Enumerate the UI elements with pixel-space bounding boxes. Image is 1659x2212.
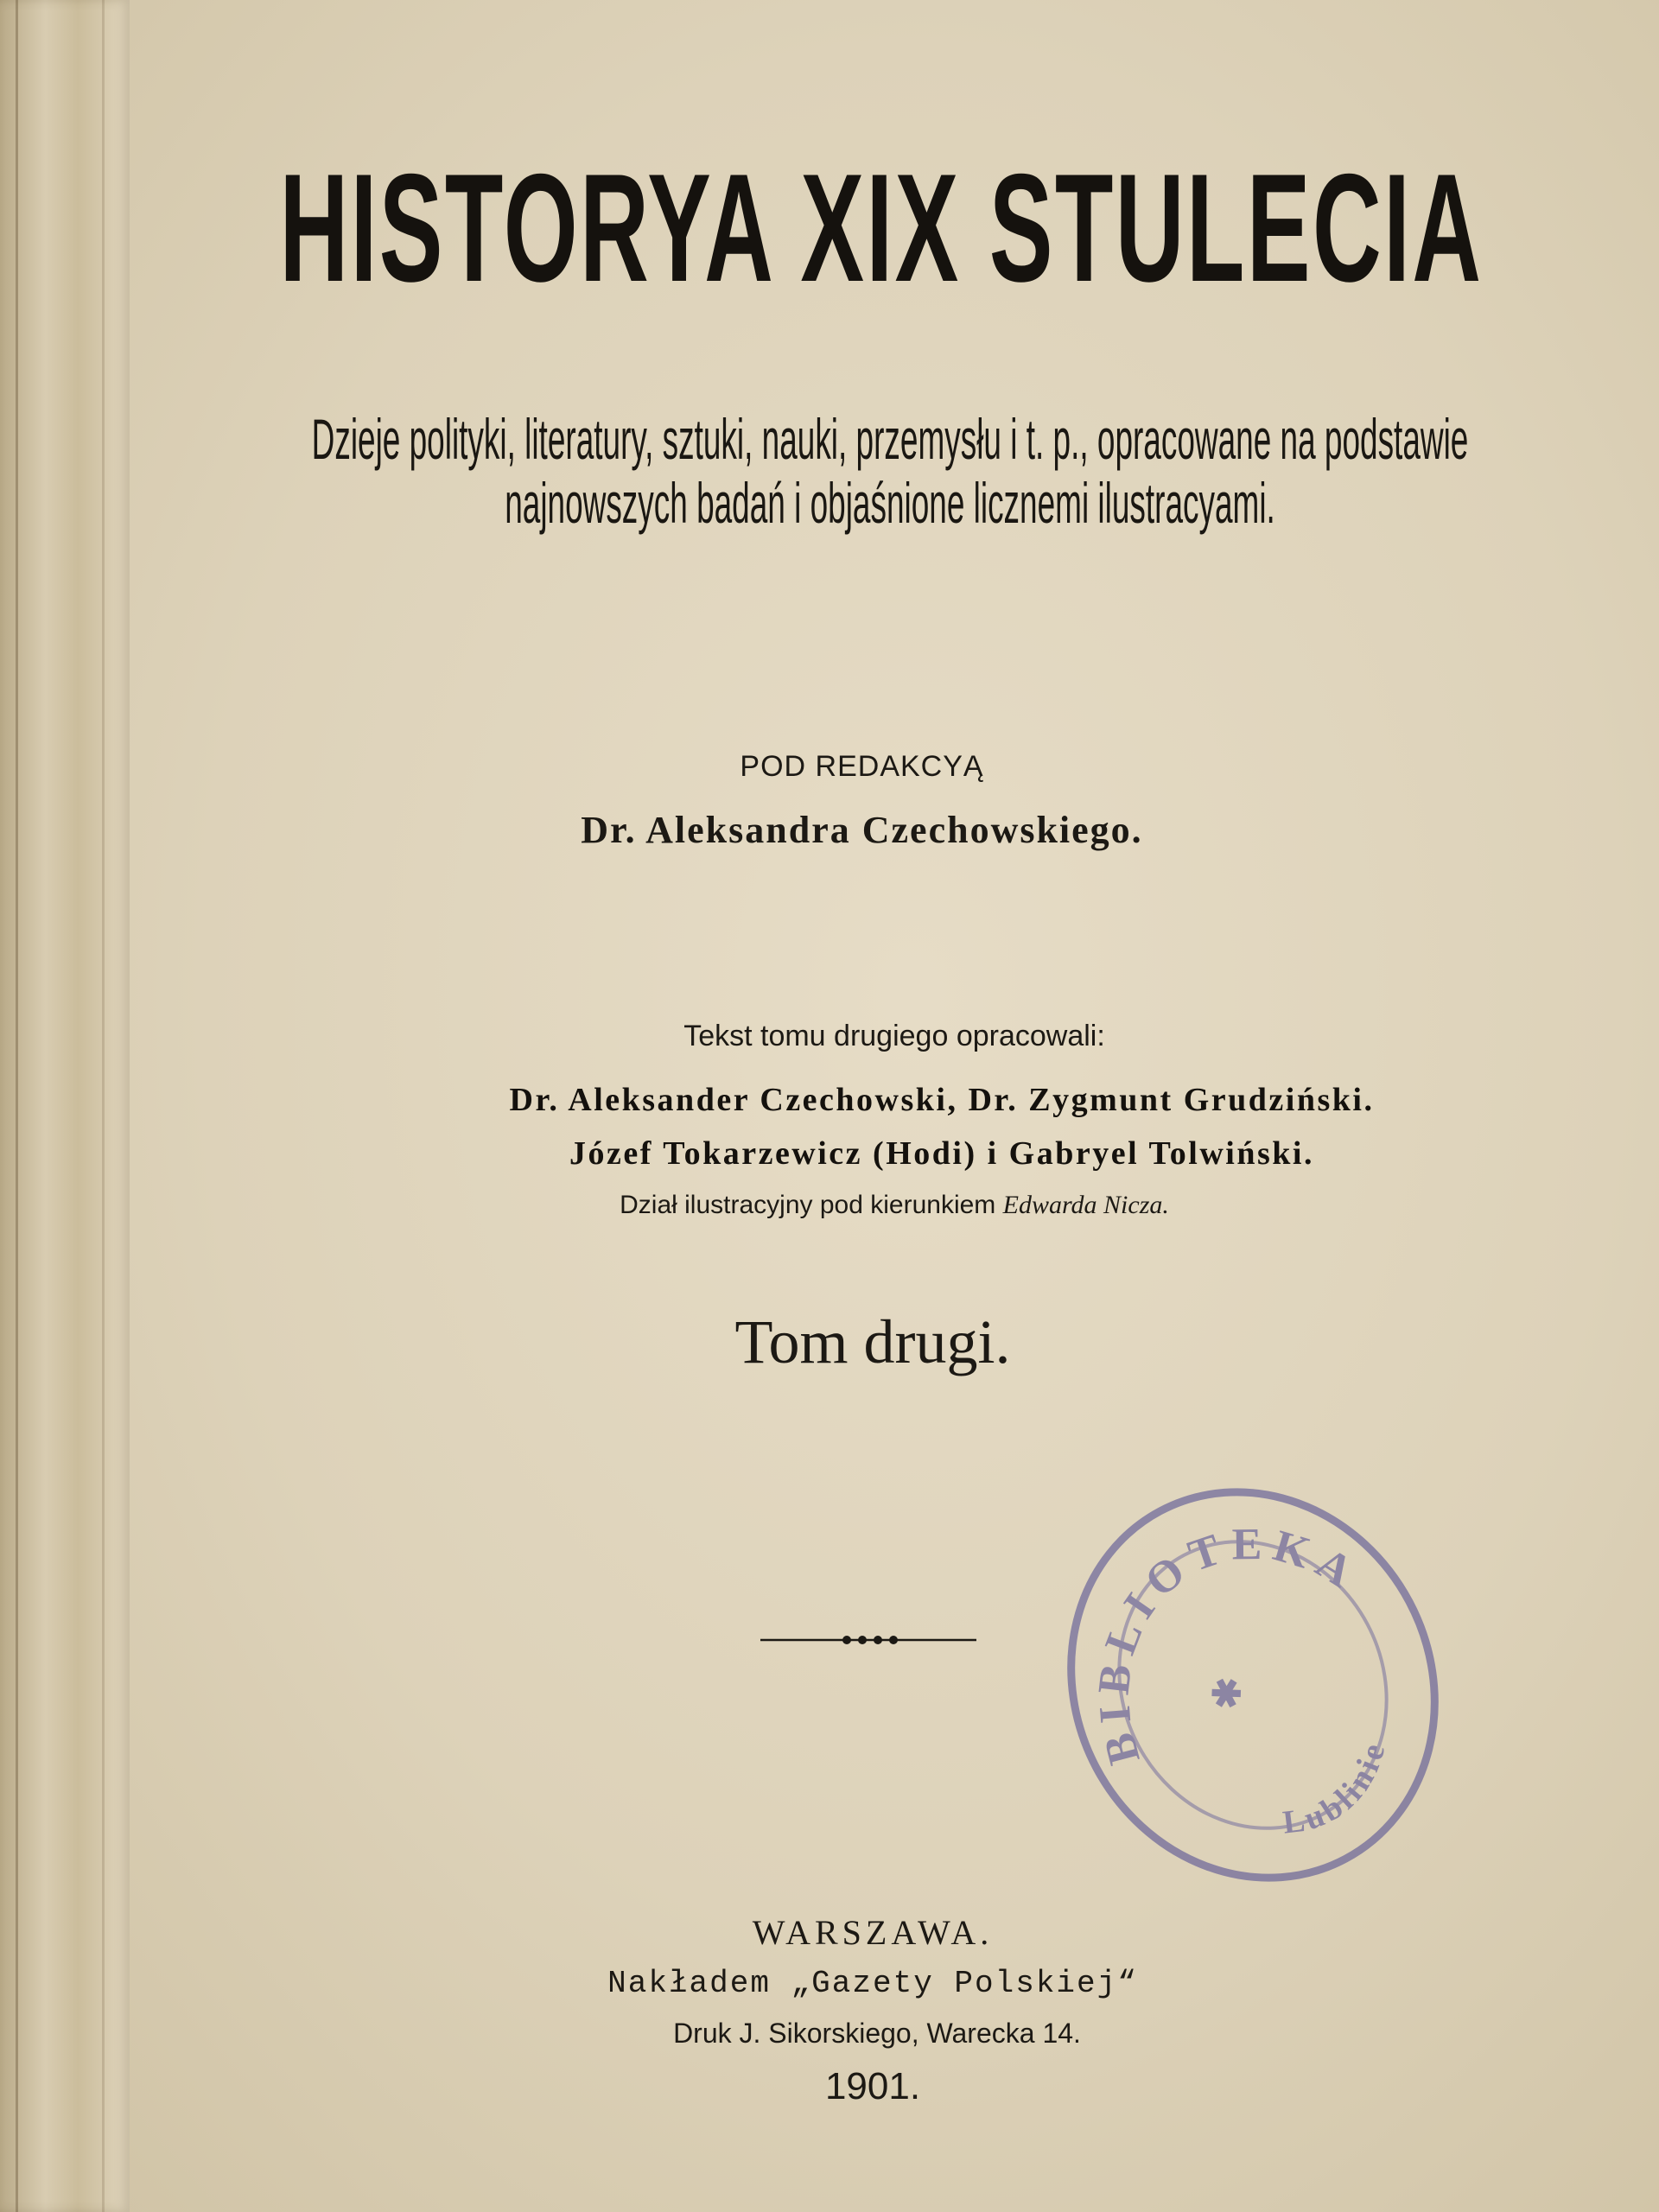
volume-label: Tom drugi. — [734, 1307, 1011, 1376]
stamp-outer-text: BIBLIOTEKA — [1089, 1519, 1369, 1770]
stamp-inner-text: Lublinie — [1281, 1737, 1394, 1841]
subtitle-line: Dzieje polityki, literatury, sztuki, nauki, przemysłu i t. p., opracowane na podstawie — [311, 407, 1469, 471]
editor-name: Dr. Aleksandra Czechowskiego. — [581, 809, 1143, 851]
imprint-publisher: Nakładem „Gazety Polskiej“ — [607, 1966, 1138, 2001]
illustration-credit — [0, 1191, 1495, 1220]
imprint-year: 1901. — [824, 2065, 921, 2107]
imprint-printer: Druk J. Sikorskiego, Warecka 14. — [673, 2018, 1081, 2049]
imprint-city: WARSZAWA. — [752, 1913, 994, 1952]
svg-text:✱: ✱ — [1203, 1668, 1251, 1721]
subtitle — [92, 408, 1659, 536]
illustration-credit-prefix: Dział ilustracyjny pod kierunkiem — [620, 1191, 996, 1219]
authors-list — [0, 1073, 1590, 1180]
svg-text:Lublinie — [1258, 1725, 1414, 1853]
authors-line: Dr. Aleksander Czechowski, Dr. Zygmunt Grudziński. — [509, 1082, 1375, 1118]
ornamental-rule-icon — [760, 1630, 976, 1650]
prepared-by-label: Tekst tomu drugiego opracowali: — [683, 1020, 1105, 1052]
subtitle-line: najnowszych badań i objaśnione licznemi ilustracyami. — [505, 470, 1275, 535]
library-stamp-icon — [982, 1407, 1523, 1963]
main-title: HISTORYA XIX STULECIA — [279, 142, 1484, 314]
authors-line: Józef Tokarzewicz (Hodi) i Gabryel Tolwiński. — [569, 1135, 1314, 1172]
under-editor-label: POD REDAKCYĄ — [740, 750, 984, 783]
illustration-credit-name: Edwarda Nicza. — [1002, 1191, 1169, 1219]
